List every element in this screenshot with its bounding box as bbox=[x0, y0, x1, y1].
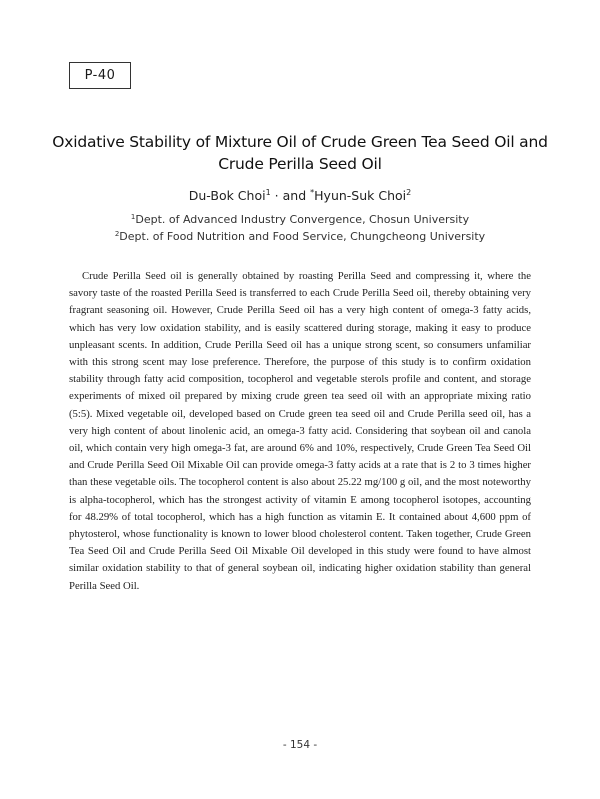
affiliation-mark: 2 bbox=[114, 230, 120, 238]
author-1-name: Du-Bok Choi bbox=[188, 188, 266, 203]
affiliation-text: Dept. of Food Nutrition and Food Service, Chungcheong University bbox=[119, 230, 486, 243]
author-separator: · bbox=[274, 188, 279, 203]
paper-title-line-1: Oxidative Stability of Mixture Oil of Crude Green Tea Seed Oil and bbox=[52, 133, 548, 151]
affiliation-text: Dept. of Advanced Industry Convergence, Chosun University bbox=[135, 213, 470, 226]
author-1-affil-mark: 1 bbox=[265, 188, 271, 197]
author-list bbox=[40, 188, 560, 203]
poster-code: P-40 bbox=[84, 68, 116, 83]
page-number: - 154 - bbox=[282, 739, 318, 751]
affiliation-item bbox=[40, 210, 560, 227]
author-2-name: Hyun-Suk Choi bbox=[314, 188, 407, 203]
author-conjunction: and bbox=[282, 188, 307, 203]
affiliation-mark: 1 bbox=[130, 213, 136, 221]
poster-code-box bbox=[69, 62, 131, 89]
paper-title bbox=[40, 131, 560, 175]
author-2-affil-mark: 2 bbox=[406, 188, 412, 197]
paper-title-line-2: Crude Perilla Seed Oil bbox=[218, 155, 382, 173]
corresponding-author-mark: * bbox=[310, 188, 315, 197]
abstract-body: Crude Perilla Seed oil is generally obtained by roasting Perilla Seed and compressing it, where the savory taste of the roasted Perilla Seed is transferred to each Crude Perilla Seed oil, thereby obtaining very fragrant seasoning oil. However, Crude Perilla Seed oil has a very high content of omega-3 fatty acids, which has very low oxidation stability, and is easily scattered during storage, making it easy to produce unpleasant scents. In addition, Crude Perilla Seed oil has a unique strong scent, so consumers unfamiliar with this strong scent may lose preference. Therefore, the purpose of this study is to confirm oxidation stability through fatty acid composition, tocopherol and vegetable sterols profile and content, and storage experiments of mixed oil prepared by mixing crude green tea seed oil with an appropriate mixing ratio (5:5). Mixed vegetable oil, developed based on Crude green tea seed oil and Crude Perilla seed oil, has a very high content of about linolenic acid, an omega-3 fatty acid. Considering that soybean oil and canola oil, which contain very high omega-3 fat, are around 6% and 10%, respectively, Crude Green Tea Seed Oil and Crude Perilla Seed Oil Mixable Oil can provide omega-3 fatty acids at a rate that is 2 to 3 times higher than these vegetable oils. The tocopherol content is also about 25.22 mg/100 g oil, and the most noteworthy is alpha-tocopherol, which has the strongest activity of vitamin E among tocopherol isotopes, accounting for 48.29% of total tocopherol, which has a high function as vitamin E. It contained about 4,600 ppm of phytosterol, whose functionality is known to lower blood cholesterol content. Taken together, Crude Green Tea Seed Oil and Crude Perilla Seed Oil Mixable Oil developed in this study were found to have almost similar oxidation stability to that of general soybean oil, indicating higher oxidation stability than general Perilla Seed Oil. bbox=[69, 270, 531, 592]
affiliation-list bbox=[40, 210, 560, 244]
affiliation-item bbox=[40, 227, 560, 244]
